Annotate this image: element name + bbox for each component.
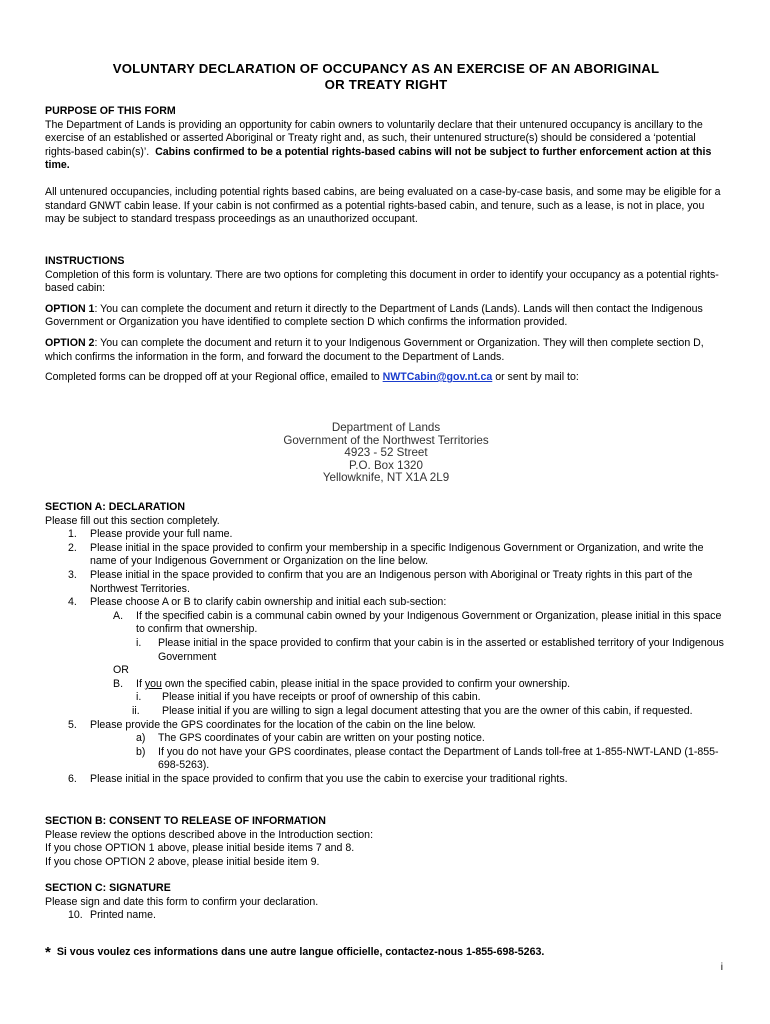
mailing-address: Department of Lands Government of the Northwest Territories 4923 - 52 Street P.O. Box 1320 Yellowknife, NT X1A 2L9 (283, 421, 489, 485)
french-language-notice: * Si vous voulez ces informations dans une autre langue officielle, contactez-nous 1-855-698-5263. (45, 944, 545, 961)
list-item: 2. Please initial in the space provided to confirm your membership in a specific Indigenous Government or Organization, and write the name of your Indigenous Government or Organization on the line below. (68, 541, 704, 568)
email-link[interactable]: NWTCabin@gov.nt.ca (382, 371, 493, 384)
section-b-line: If you chose OPTION 1 above, please initial beside items 7 and 8. (45, 842, 355, 855)
list-item: i. Please initial in the space provided to confirm that your cabin is in the asserted or established territory of your Indigenous Government (136, 636, 724, 663)
instructions-intro: Completion of this form is voluntary. There are two options for completing this document in order to identify your occupancy as a potential rights-based cabin: (45, 268, 719, 295)
list-item: i. Please initial if you have receipts or proof of ownership of this cabin. (136, 691, 481, 704)
section-c (45, 882, 727, 923)
list-item: B. If you own the specified cabin, please initial in the space provided to confirm your ownership. (113, 677, 571, 690)
list-item: 5. Please provide the GPS coordinates for the location of the cabin on the line below. (68, 718, 476, 731)
instructions-heading: INSTRUCTIONS (45, 255, 125, 267)
section-a (45, 501, 727, 786)
purpose-section (45, 105, 727, 227)
section-b-line: Please review the options described above in the Introduction section: (45, 828, 374, 841)
list-item: 1. Please provide your full name. (68, 528, 233, 541)
option-1-text: OPTION 1: You can complete the document and return it directly to the Department of Lands (Lands). Lands will then contact the Indigenous Government or Organization you have identified to complete section D which confirms the information provided. (45, 302, 703, 329)
form-title: VOLUNTARY DECLARATION OF OCCUPANCY AS AN EXERCISE OF AN ABORIGINAL OR TREATY RIGHT (112, 61, 660, 92)
section-b-line: If you chose OPTION 2 above, please initial beside item 9. (45, 855, 320, 868)
list-item: b) If you do not have your GPS coordinates, please contact the Department of Lands toll-free at 1-855-NWT-LAND (1-855-698-5263). (136, 745, 719, 772)
option-2-text: OPTION 2: You can complete the document and return it to your Indigenous Government or Organization. They will then complete section D, which confirms the information in the form, and forward the document to the Department of Lands. (45, 336, 704, 363)
list-item: 4. Please choose A or B to clarify cabin ownership and initial each sub-section: (68, 596, 447, 609)
section-a-intro: Please fill out this section completely. (45, 514, 220, 527)
submission-text: Completed forms can be dropped off at your Regional office, emailed to NWTCabin@gov.nt.ca or sent by mail to: (45, 371, 579, 384)
list-item: A. If the specified cabin is a communal cabin owned by your Indigenous Government or Organization, please initial in this space to confirm that ownership. (113, 609, 722, 636)
list-item: 6. Please initial in the space provided to confirm that you use the cabin to exercise your traditional rights. (68, 772, 568, 785)
page-number: i (720, 962, 723, 973)
instructions-section (45, 255, 727, 385)
asterisk-icon: * (45, 944, 51, 961)
or-separator: OR (113, 664, 129, 677)
section-c-heading: SECTION C: SIGNATURE (45, 882, 171, 894)
list-item: a) The GPS coordinates of your cabin are written on your posting notice. (136, 732, 485, 745)
purpose-paragraph-2: All untenured occupancies, including potential rights based cabins, are being evaluated on a case-by-case basis, and some may be eligible for a standard GNWT cabin lease. If your cabin is not confirmed as a potential rights-based cabin, and tenure, such as a lease, is not in place, you may be subject to standard trespass proceedings as an unauthorized occupant. (45, 185, 721, 226)
purpose-heading: PURPOSE OF THIS FORM (45, 105, 176, 117)
list-item: ii. Please initial if you are willing to sign a legal document attesting that you are the owner of this cabin, if requested. (132, 704, 693, 717)
purpose-paragraph-1: The Department of Lands is providing an opportunity for cabin owners to voluntarily declare that their untenured occupancy is ancillary to the exercise of an established or asserted Aboriginal or Treaty right and, as such, their untenured structure(s) should be considered a ‘potential rights-based cabin(s)’. Cabins confirmed to be a potential rights-based cabins will not be subject to further enforcement action at this time. (45, 118, 712, 172)
section-b (45, 815, 727, 869)
section-b-heading: SECTION B: CONSENT TO RELEASE OF INFORMATION (45, 815, 326, 827)
list-item: 10. Printed name. (68, 909, 156, 922)
list-item: 3. Please initial in the space provided to confirm that you are an Indigenous person with Aboriginal or Treaty rights in this part of the Northwest Territories. (68, 568, 693, 595)
section-a-heading: SECTION A: DECLARATION (45, 501, 186, 513)
section-c-line: Please sign and date this form to confirm your declaration. (45, 895, 319, 908)
